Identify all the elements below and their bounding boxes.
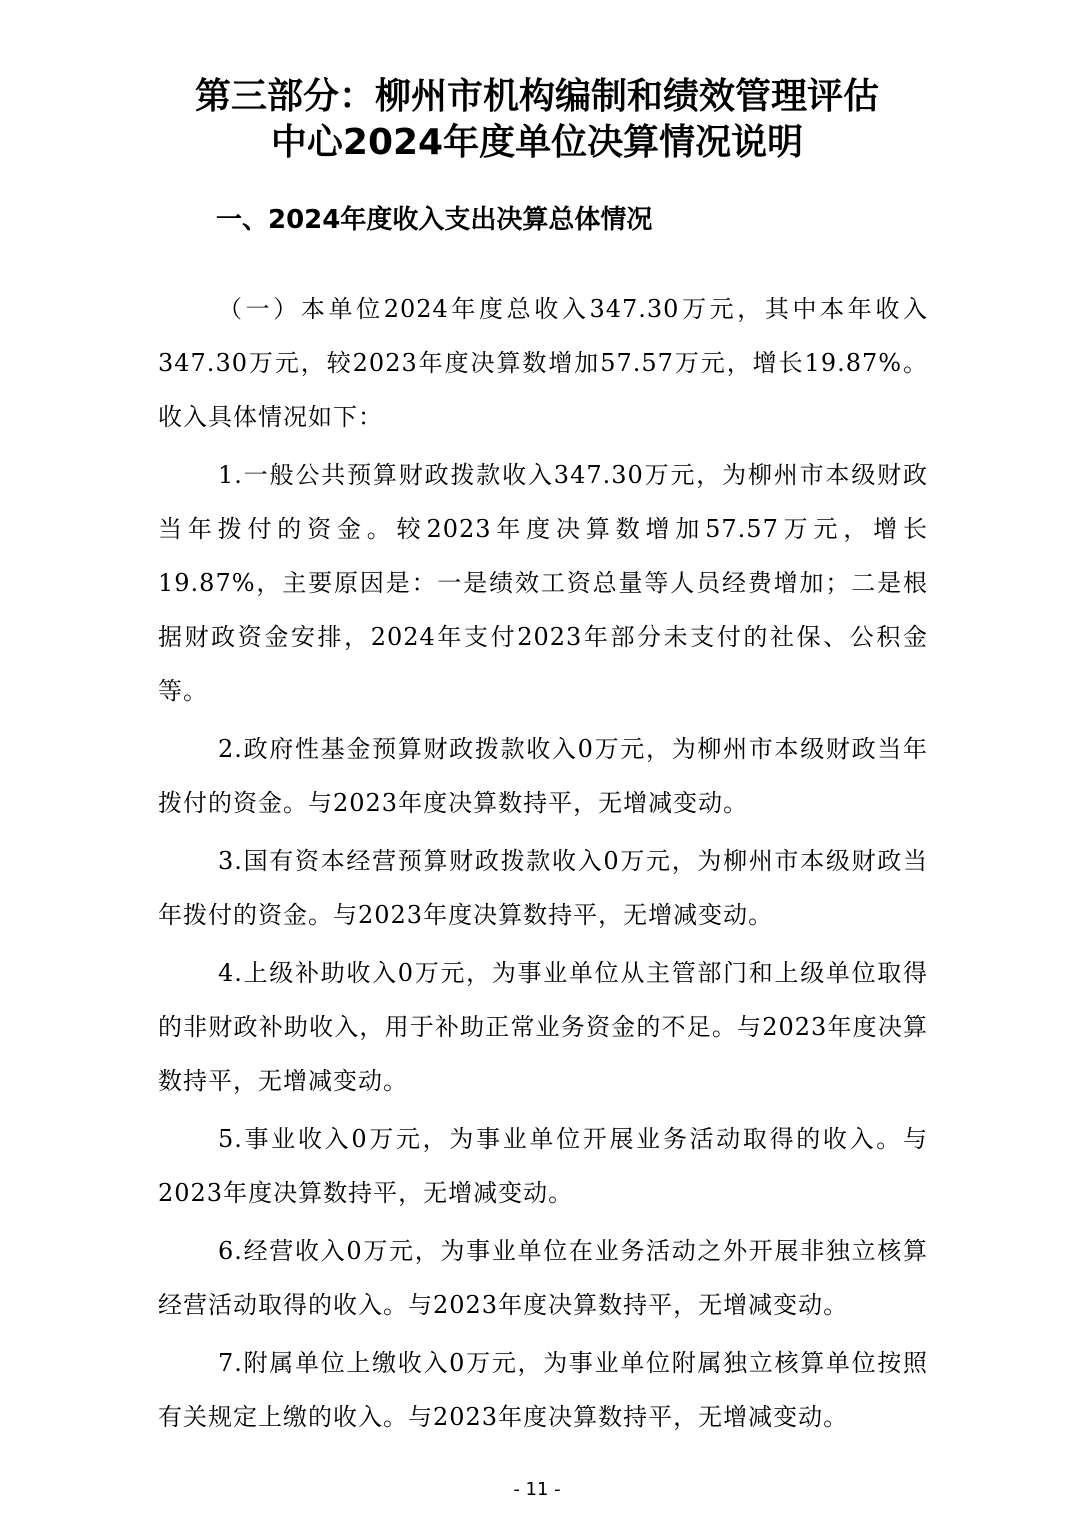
page-title — [120, 74, 954, 166]
page-title-line-1: 第三部分：柳州市机构编制和绩效管理评估 — [194, 76, 879, 117]
paragraph-general-budget: 1.一般公共预算财政拨款收入347.30万元，为柳州市本级财政当年拨付的资金。较2023年度决算数增加57.57万元，增长19.87%，主要原因是：一是绩效工资总量等人员经费增加；二是根据财政资金安排，2024年支付2023年部分未支付的社保、公积金等。 — [158, 461, 928, 705]
section-heading: 一、2024年度收入支出决算总体情况 — [216, 205, 653, 235]
paragraph-state-capital: 3.国有资本经营预算财政拨款收入0万元，为柳州市本级财政当年拨付的资金。与2023年度决算数持平，无增减变动。 — [158, 847, 928, 929]
paragraph-business-income: 5.事业收入0万元，为事业单位开展业务活动取得的收入。与2023年度决算数持平，无增减变动。 — [158, 1125, 928, 1207]
paragraph-affiliated-income: 7.附属单位上缴收入0万元，为事业单位附属独立核算单位按照有关规定上缴的收入。与2023年度决算数持平，无增减变动。 — [158, 1349, 928, 1431]
page-number: - 11 - — [513, 1479, 561, 1500]
page-title-line-2: 中心2024年度单位决算情况说明 — [270, 122, 804, 163]
paragraph-operating-income: 6.经营收入0万元，为事业单位在业务活动之外开展非独立核算经营活动取得的收入。与2023年度决算数持平，无增减变动。 — [158, 1237, 928, 1319]
paragraph-government-fund: 2.政府性基金预算财政拨款收入0万元，为柳州市本级财政当年拨付的资金。与2023年度决算数持平，无增减变动。 — [158, 735, 928, 817]
document-body — [158, 282, 928, 1448]
paragraph-superior-subsidy: 4.上级补助收入0万元，为事业单位从主管部门和上级单位取得的非财政补助收入，用于补助正常业务资金的不足。与2023年度决算数持平，无增减变动。 — [158, 959, 928, 1095]
paragraph-total-income: （一）本单位2024年度总收入347.30万元，其中本年收入347.30万元，较2023年度决算数增加57.57万元，增长19.87%。收入具体情况如下： — [158, 295, 928, 431]
